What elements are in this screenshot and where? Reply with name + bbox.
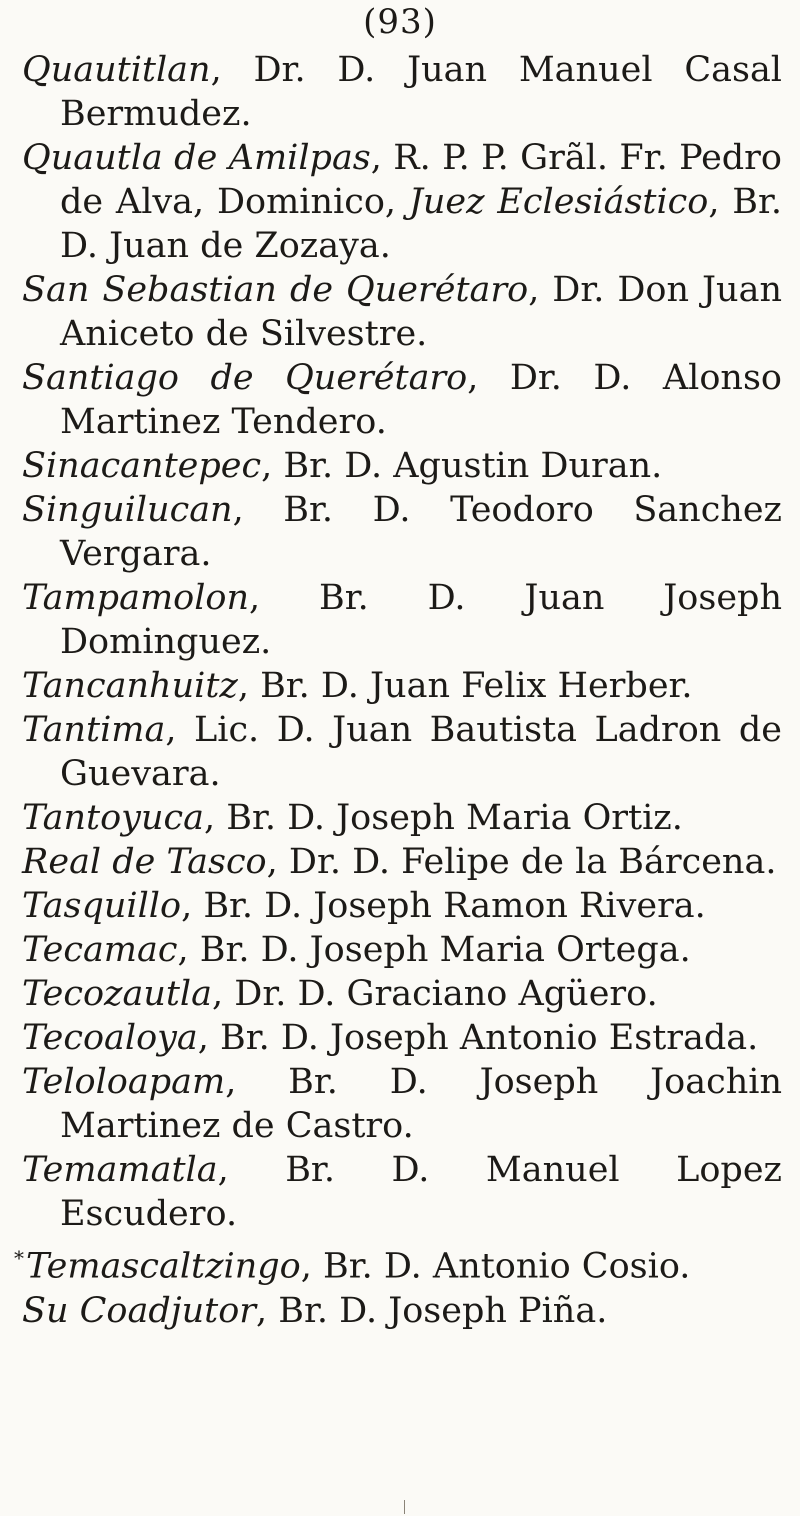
list-item	[22, 884, 782, 928]
place-name: Tasquillo	[22, 886, 182, 926]
place-name: Tantima	[22, 710, 166, 750]
place-name: Su Coadjutor	[22, 1290, 257, 1331]
place-name: Quautla de Amilpas	[22, 138, 371, 178]
parish-list	[14, 48, 783, 1333]
list-item	[22, 972, 782, 1016]
entry-text: , Dr. D. Graciano Agüero.	[212, 974, 658, 1014]
place-name: Tancanhuitz	[22, 666, 238, 706]
place-name: Temamatla	[22, 1150, 218, 1190]
entry-text: , Br. D. Agustin Duran.	[261, 446, 663, 486]
office-title: Juez Eclesiástico	[408, 182, 709, 222]
place-name: Singuilucan	[22, 490, 233, 530]
list-item	[22, 928, 782, 972]
page-number: (93)	[363, 2, 437, 42]
list-item	[22, 840, 782, 884]
list-item	[22, 708, 782, 796]
place-name: Tecamac	[22, 930, 178, 970]
list-item	[22, 48, 782, 136]
list-item	[22, 1060, 782, 1148]
entry-text: , Dr. Don Juan Aniceto de Silvestre.	[60, 270, 782, 354]
entry-text: , Br. D. Teodoro Sanchez Vergara.	[60, 490, 782, 574]
entry-text: , Br. D. Juan Joseph Dominguez.	[60, 578, 782, 662]
entry-text: , Dr. D. Juan Manuel Casal Bermudez.	[60, 50, 782, 134]
entry-text: , Br. D. Joseph Ramon Rivera.	[181, 886, 706, 926]
entry-text: , Br. D. Juan Felix Herber.	[237, 666, 693, 706]
entry-text: , Dr. D. Felipe de la Bárcena.	[266, 842, 777, 882]
place-name: Teloloapam	[22, 1062, 226, 1102]
asterisk-mark: *	[14, 1246, 24, 1270]
place-name: Santiago de Querétaro	[22, 358, 468, 398]
list-item	[22, 136, 782, 268]
place-name: Temascaltzingo	[26, 1246, 301, 1287]
entry-text: , Br. D. Joseph Joachin Martinez de Castro.	[60, 1062, 782, 1146]
place-name: Real de Tasco	[22, 842, 267, 882]
entry-text: , Br. D. Joseph Antonio Estrada.	[197, 1018, 759, 1058]
place-name: Tecoaloya	[22, 1018, 198, 1058]
entry-text: , R. P. P. Grãl. Fr. Pedro de Alva, Dominico,	[60, 138, 782, 222]
list-item	[22, 444, 782, 488]
list-item	[22, 664, 782, 708]
entry-text: , Br. D. Manuel Lopez Escudero.	[60, 1150, 782, 1234]
list-item	[22, 488, 782, 576]
place-name: Tampamolon	[22, 578, 250, 618]
entry-text: , Br. D. Joseph Maria Ortega.	[177, 930, 691, 970]
place-name: Tantoyuca	[22, 798, 204, 838]
list-item	[22, 268, 782, 356]
entry-text: , Br. D. Antonio Cosio.	[300, 1246, 691, 1287]
place-name: Sinacantepec	[22, 446, 262, 486]
list-item	[22, 796, 782, 840]
place-name: Quautitlan	[22, 50, 211, 90]
list-item	[22, 356, 782, 444]
place-name: San Sebastian de Querétaro	[22, 270, 529, 310]
entry-text: , Br. D. Juan de Zozaya.	[60, 182, 783, 266]
entry-text: , Br. D. Joseph Maria Ortiz.	[203, 798, 683, 838]
list-item	[22, 1016, 782, 1060]
entry-text: , Br. D. Joseph Piña.	[256, 1290, 608, 1331]
place-name: Tecozautla	[22, 974, 212, 1014]
entry-text: , Lic. D. Juan Bautista Ladron de Guevara.	[60, 710, 782, 794]
list-item	[14, 1236, 782, 1289]
entry-text: , Dr. D. Alonso Martinez Tendero.	[60, 358, 782, 442]
list-item	[22, 1289, 782, 1333]
list-item	[22, 1148, 782, 1236]
page-edge-mark	[404, 1500, 405, 1514]
list-item	[22, 576, 782, 664]
